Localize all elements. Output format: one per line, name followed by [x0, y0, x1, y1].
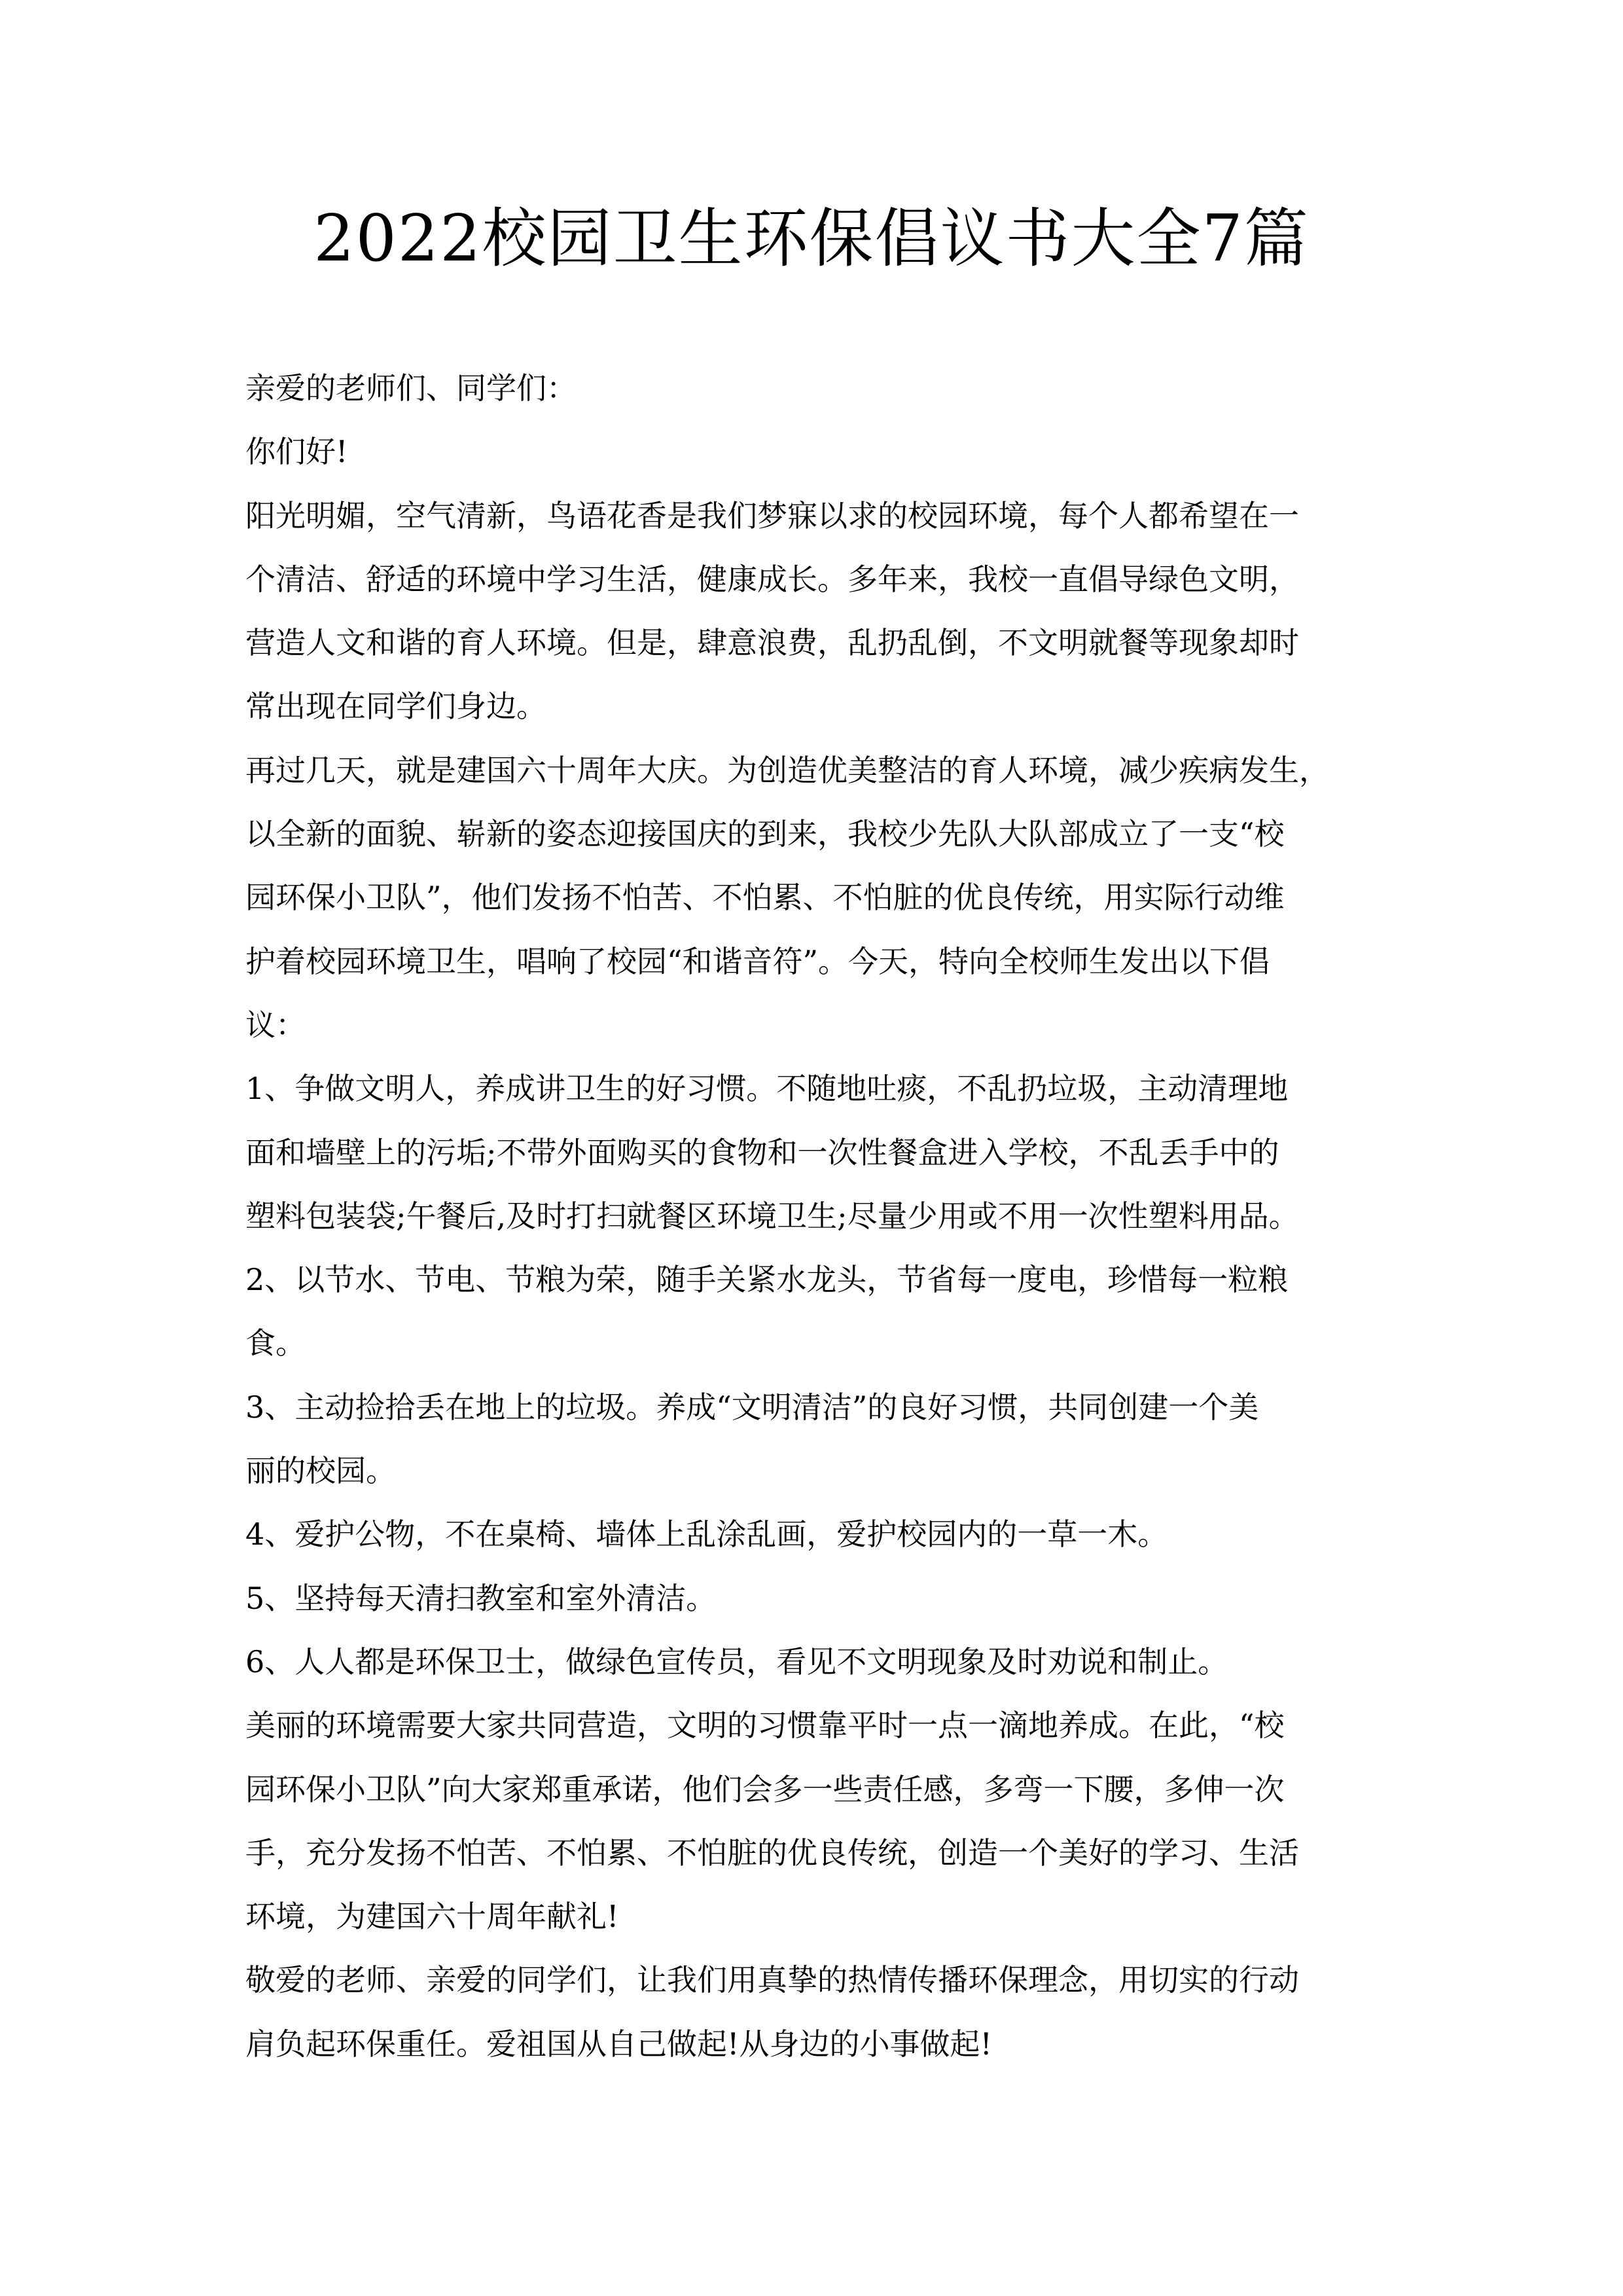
- document-title: 2022校园卫生环保倡议书大全7篇: [313, 202, 1310, 276]
- document-body: [245, 357, 1404, 2076]
- paragraph-line: 美丽的环境需要大家共同营造，文明的习惯靠平时一点一滴地养成。在此，“校: [245, 1708, 1285, 1744]
- paragraph-line: 园环保小卫队”，他们发扬不怕苦、不怕累、不怕脏的优良传统，用实际行动维: [245, 880, 1285, 916]
- list-item-6-line: 6、人人都是环保卫士，做绿色宣传员，看见不文明现象及时劝说和制止。: [245, 1643, 1228, 1679]
- list-item-4-line: 4、爱护公物，不在桌椅、墙体上乱涂乱画，爱护校园内的一草一木。: [245, 1516, 1168, 1552]
- closing-line: 肩负起环保重任。爱祖国从自己做起!从身边的小事做起!: [245, 2026, 992, 2062]
- paragraph-line: 以全新的面貌、崭新的姿态迎接国庆的到来，我校少先队大队部成立了一支“校: [245, 816, 1285, 852]
- list-item-3-line: 丽的校园。: [245, 1453, 396, 1489]
- paragraph-line: 护着校园环境卫生，唱响了校园“和谐音符”。今天，特向全校师生发出以下倡: [245, 943, 1270, 979]
- list-item-1-line: 面和墙壁上的污垢;不带外面购买的食物和一次性餐盒进入学校，不乱丢手中的: [245, 1134, 1279, 1170]
- paragraph-line: 阳光明媚，空气清新，鸟语花香是我们梦寐以求的校园环境，每个人都希望在一: [245, 497, 1299, 533]
- list-item-5-line: 5、坚持每天清扫教室和室外清洁。: [245, 1580, 717, 1616]
- salutation-line: 亲爱的老师们、同学们：: [245, 370, 577, 406]
- paragraph-line: 营造人文和谐的育人环境。但是，肆意浪费，乱扔乱倒，不文明就餐等现象却时: [245, 625, 1299, 661]
- paragraph-line: 再过几天，就是建国六十周年大庆。为创造优美整洁的育人环境，减少疾病发生，: [245, 752, 1329, 788]
- closing-line: 敬爱的老师、亲爱的同学们，让我们用真挚的热情传播环保理念，用切实的行动: [245, 1962, 1299, 1998]
- list-item-1-line: 1、争做文明人，养成讲卫生的好习惯。不随地吐痰，不乱扔垃圾，主动清理地: [245, 1071, 1289, 1107]
- greeting-line: 你们好!: [245, 434, 348, 470]
- paragraph-line: 议：: [245, 1007, 306, 1043]
- paragraph-line: 个清洁、舒适的环境中学习生活，健康成长。多年来，我校一直倡导绿色文明，: [245, 561, 1299, 597]
- list-item-2-line: 2、以节水、节电、节粮为荣，随手关紧水龙头，节省每一度电，珍惜每一粒粮: [245, 1262, 1289, 1298]
- list-item-2-line: 食。: [245, 1325, 306, 1361]
- list-item-1-line: 塑料包装袋;午餐后,及时打扫就餐区环境卫生;尽量少用或不用一次性塑料用品。: [245, 1198, 1299, 1234]
- paragraph-line: 手，充分发扬不怕苦、不怕累、不怕脏的优良传统，创造一个美好的学习、生活: [245, 1835, 1299, 1871]
- paragraph-line: 常出现在同学们身边。: [245, 689, 546, 725]
- paragraph-line: 园环保小卫队”向大家郑重承诺，他们会多一些责任感，多弯一下腰，多伸一次: [245, 1771, 1285, 1807]
- paragraph-line: 环境，为建国六十周年献礼!: [245, 1899, 619, 1935]
- list-item-3-line: 3、主动捡拾丢在地上的垃圾。养成“文明清洁”的良好习惯，共同创建一个美: [245, 1389, 1259, 1425]
